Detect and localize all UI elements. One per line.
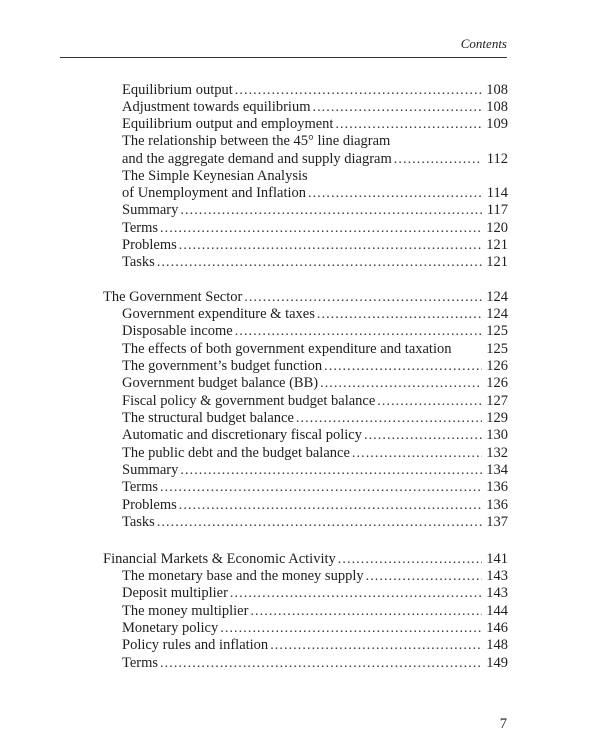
toc-entry-title: Summary bbox=[122, 202, 179, 218]
toc-entry[interactable] bbox=[122, 375, 508, 392]
leader-dots bbox=[160, 220, 482, 237]
toc-entry-title: The monetary base and the money supply bbox=[122, 568, 364, 584]
toc-entry-title: The structural budget balance bbox=[122, 410, 294, 426]
toc-entry-title-line[interactable]: The relationship between the 45° line diagram bbox=[122, 133, 391, 149]
toc-entry-page: 109 bbox=[486, 116, 508, 132]
leader-dots bbox=[320, 375, 482, 392]
leader-dots bbox=[244, 289, 482, 306]
toc-entry-title: Problems bbox=[122, 237, 177, 253]
toc-entry[interactable] bbox=[122, 603, 508, 620]
toc-entry-title: and the aggregate demand and supply diagram bbox=[122, 151, 392, 167]
toc-entry-page: 136 bbox=[486, 479, 508, 495]
leader-dots bbox=[157, 254, 482, 271]
toc-entry[interactable] bbox=[122, 358, 508, 375]
toc-entry[interactable] bbox=[122, 427, 508, 444]
toc-entry[interactable] bbox=[122, 254, 508, 271]
toc-chapter-heading[interactable] bbox=[103, 551, 508, 568]
leader-dots bbox=[179, 497, 482, 514]
toc-entry[interactable] bbox=[122, 341, 508, 358]
leader-dots bbox=[250, 603, 482, 620]
toc-entry-page: 127 bbox=[486, 393, 508, 409]
toc-entry-page: 143 bbox=[486, 585, 508, 601]
toc-entry-title: Automatic and discretionary fiscal policy bbox=[122, 427, 362, 443]
toc-entry[interactable] bbox=[122, 620, 508, 637]
toc-entry-page: 148 bbox=[486, 637, 508, 653]
toc-entry-page: 121 bbox=[486, 237, 508, 253]
toc-entry-page: 146 bbox=[486, 620, 508, 636]
toc-entry-page: 125 bbox=[486, 323, 508, 339]
toc-entry-title-line[interactable]: The Simple Keynesian Analysis bbox=[122, 168, 308, 184]
toc-entry-title: Adjustment towards equilibrium bbox=[122, 99, 311, 115]
toc-entry[interactable] bbox=[122, 655, 508, 672]
leader-dots bbox=[364, 427, 482, 444]
leader-dots bbox=[308, 185, 482, 202]
toc-entry[interactable] bbox=[122, 237, 508, 254]
leader-dots bbox=[377, 393, 482, 410]
toc-entry-page: 120 bbox=[486, 220, 508, 236]
toc-entry-page: 112 bbox=[486, 151, 508, 167]
toc-entry-title: Fiscal policy & government budget balance bbox=[122, 393, 376, 409]
toc-entry-page: 137 bbox=[486, 514, 508, 530]
toc-entry-page: 143 bbox=[486, 568, 508, 584]
toc-entry[interactable] bbox=[122, 393, 508, 410]
toc-entry-title: Problems bbox=[122, 497, 177, 513]
leader-dots bbox=[160, 655, 482, 672]
toc-entry-title: Disposable income bbox=[122, 323, 233, 339]
toc-entry-page: 144 bbox=[486, 603, 508, 619]
toc-entry[interactable] bbox=[122, 202, 508, 219]
toc-entry[interactable] bbox=[122, 82, 508, 99]
toc-entry-page: 121 bbox=[486, 254, 508, 270]
toc-entry[interactable] bbox=[122, 116, 508, 133]
toc-entry-title: Terms bbox=[122, 220, 159, 236]
running-head: Contents bbox=[460, 36, 507, 51]
toc-entry[interactable] bbox=[122, 637, 508, 654]
toc-entry-page: 117 bbox=[486, 202, 508, 218]
leader-dots bbox=[366, 568, 482, 585]
leader-dots bbox=[179, 237, 482, 254]
toc-entry[interactable] bbox=[122, 568, 508, 585]
toc-entry[interactable] bbox=[122, 185, 508, 202]
toc-entry-title: Tasks bbox=[122, 514, 155, 530]
leader-dots bbox=[312, 99, 482, 116]
leader-dots bbox=[335, 116, 482, 133]
toc-entry-title: Government expenditure & taxes bbox=[122, 306, 315, 322]
leader-dots bbox=[235, 323, 482, 340]
toc-entry-page: 125 bbox=[486, 341, 508, 357]
toc-entry[interactable] bbox=[122, 479, 508, 496]
toc-entry[interactable] bbox=[122, 306, 508, 323]
leader-dots bbox=[157, 514, 482, 531]
leader-dots bbox=[270, 637, 482, 654]
toc-entry-page: 130 bbox=[486, 427, 508, 443]
toc-chapter-title: The Government Sector bbox=[103, 289, 243, 305]
leader-dots bbox=[235, 82, 482, 99]
toc-entry-page: 136 bbox=[486, 497, 508, 513]
toc-entry-page: 129 bbox=[486, 410, 508, 426]
leader-dots bbox=[394, 151, 482, 168]
toc-entry-title: The government’s budget function bbox=[122, 358, 323, 374]
leader-dots bbox=[230, 585, 482, 602]
toc-entry-page: 132 bbox=[486, 445, 508, 461]
toc-chapter-page: 141 bbox=[486, 551, 508, 567]
toc-entry-page: 134 bbox=[486, 462, 508, 478]
toc-entry-title: Terms bbox=[122, 479, 159, 495]
toc-entry-page: 149 bbox=[486, 655, 508, 671]
toc-entry[interactable] bbox=[122, 220, 508, 237]
leader-dots bbox=[296, 410, 482, 427]
toc-entry-title: Equilibrium output bbox=[122, 82, 233, 98]
toc-entry[interactable] bbox=[122, 410, 508, 427]
leader-dots bbox=[180, 202, 482, 219]
page-number: 7 bbox=[499, 716, 507, 732]
leader-dots bbox=[317, 306, 482, 323]
toc-entry[interactable] bbox=[122, 497, 508, 514]
toc-entry-page: 126 bbox=[486, 375, 508, 391]
toc-entry-page: 114 bbox=[486, 185, 508, 201]
toc-entry-title: The public debt and the budget balance bbox=[122, 445, 350, 461]
toc-entry-title: Policy rules and inflation bbox=[122, 637, 269, 653]
leader-dots bbox=[324, 358, 482, 375]
toc-entry[interactable] bbox=[122, 514, 508, 531]
toc-entry-page: 126 bbox=[486, 358, 508, 374]
toc-entry[interactable] bbox=[122, 445, 508, 462]
toc-entry-page: 108 bbox=[486, 82, 508, 98]
toc-entry[interactable] bbox=[122, 462, 508, 479]
leader-dots bbox=[338, 551, 482, 568]
toc-entry-title: Monetary policy bbox=[122, 620, 219, 636]
toc-entry-title: Equilibrium output and employment bbox=[122, 116, 334, 132]
toc-entry-page: 108 bbox=[486, 99, 508, 115]
leader-dots bbox=[220, 620, 482, 637]
toc-entry-title: Deposit multiplier bbox=[122, 585, 228, 601]
toc-entry-title: Tasks bbox=[122, 254, 155, 270]
toc-entry-page: 124 bbox=[486, 306, 508, 322]
toc-entry-title: of Unemployment and Inflation bbox=[122, 185, 307, 201]
toc-chapter-title: Financial Markets & Economic Activity bbox=[103, 551, 336, 567]
toc-entry[interactable] bbox=[122, 323, 508, 340]
toc-entry-title: Government budget balance (BB) bbox=[122, 375, 319, 391]
header-rule bbox=[60, 57, 507, 58]
toc-chapter-page: 124 bbox=[486, 289, 508, 305]
leader-dots bbox=[180, 462, 482, 479]
leader-dots bbox=[160, 479, 482, 496]
toc-entry[interactable] bbox=[122, 99, 508, 116]
toc-entry[interactable] bbox=[122, 151, 508, 168]
toc-entry-title: The money multiplier bbox=[122, 603, 249, 619]
toc-entry-title: Terms bbox=[122, 655, 159, 671]
toc-chapter-heading[interactable] bbox=[103, 289, 508, 306]
toc-entry-title: The effects of both government expenditure and taxation bbox=[122, 341, 452, 357]
toc-entry-title: Summary bbox=[122, 462, 179, 478]
toc-entry[interactable] bbox=[122, 585, 508, 602]
leader-dots bbox=[352, 445, 482, 462]
